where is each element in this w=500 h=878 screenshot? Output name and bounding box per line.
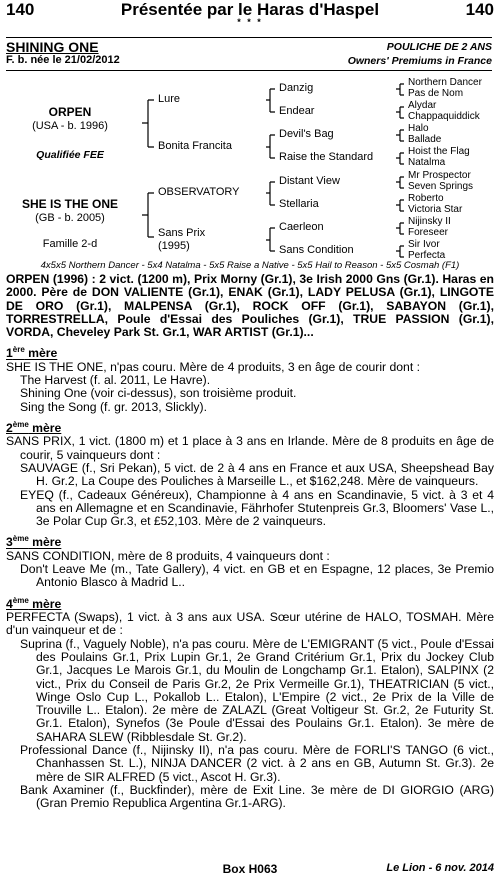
gen4-6: Ballade — [408, 134, 442, 145]
gen4-2: Pas de Nom — [408, 88, 464, 99]
gen4-9: Mr Prospector — [408, 170, 471, 181]
gen4-7: Hoist the Flag — [408, 146, 470, 157]
second-dam-produce-2: EYEQ (f., Cadeaux Généreux), Championne à 4 ans en Scandinavie, 5 vict. à 3 et 4 ans en Allemagne et en Scandinavie, Fährhofer Stutenpreis Gr.3, Bloomers' Vase L., 3e Polar Cup Gr.3, et £52,103. Mère de 2 vainqueurs. — [20, 487, 494, 529]
gen4-8: Natalma — [408, 157, 446, 168]
gen2-dam-dam-year: (1995) — [158, 240, 190, 252]
section-2nd-dam: 2ème mère — [6, 420, 62, 436]
dam-name: SHE IS THE ONE — [21, 197, 119, 211]
gen3-1: Danzig — [279, 82, 314, 94]
second-dam-produce-1: SAUVAGE (f., Sri Pekan), 5 vict. de 2 à 4 ans en France et aux USA, Sheepshead Bay H. Gr.2, La Coupe des Pouliches à Marseille L., et $162,248. Mère de vainqueurs. — [20, 460, 494, 489]
gen4-13: Nijinsky II — [408, 216, 451, 227]
page-footer — [0, 862, 500, 878]
pedigree-table — [0, 70, 500, 260]
dam-family: Famille 2-d — [42, 238, 98, 250]
gen3-3: Devil's Bag — [279, 128, 334, 140]
header-stars: * * * — [237, 17, 263, 27]
gen4-14: Foreseer — [408, 227, 449, 238]
horse-name-box — [6, 37, 492, 71]
sire-qualification: Qualifiée FEE — [36, 149, 104, 161]
inbreeding-line: 4x5x5 Northern Dancer - 5x4 Natalma - 5x5 Raise a Native - 5x5 Hail to Reason - 5x5 Cosmah (F1) — [40, 260, 460, 271]
gen4-10: Seven Springs — [408, 181, 474, 192]
dam-origin: (GB - b. 2005) — [35, 212, 105, 224]
gen4-16: Perfecta — [408, 250, 446, 261]
first-dam-produce-1: The Harvest (f. al. 2011, Le Havre). — [20, 373, 211, 388]
gen3-5: Distant View — [279, 175, 340, 187]
first-dam-paragraph: SHE IS THE ONE, n'pas couru. Mère de 4 produits, 3 en âge de courir dont : — [6, 359, 420, 374]
gen4-12: Victoria Star — [408, 204, 463, 215]
third-dam-paragraph: SANS CONDITION, mère de 8 produits, 4 vainqueurs dont : — [6, 548, 330, 563]
gen4-11: Roberto — [408, 193, 444, 204]
publication-source: Le Lion - 6 nov. 2014 — [386, 862, 494, 874]
third-dam-produce-1: Don't Leave Me (m., Tate Gallery), 4 vict. en GB et en Espagne, 12 places, 3e Premio Antonio Blasco à Madrid L.. — [20, 562, 494, 590]
gen3-8: Sans Condition — [279, 244, 354, 256]
gen2-sire-sire: Lure — [158, 93, 181, 105]
horse-sex-age: POULICHE DE 2 ANS — [386, 41, 492, 53]
sire-origin: (USA - b. 1996) — [32, 120, 108, 132]
gen2-sire-dam: Bonita Francita — [158, 140, 232, 152]
owners-premiums: Owners' Premiums in France — [347, 55, 492, 67]
fourth-dam-produce-1: Suprina (f., Vaguely Noble), n'a pas couru. Mère de L'EMIGRANT (5 vict., Poule d'Essai des Poulains Gr.1, Prix Lupin Gr.1, 2e Grand Critérium Gr.1, Prix du Jockey Club Gr.1, Jacques Le Marois Gr.1, du Moulin de Longchamp Gr.1. Etalon), SALPINX (2 vict., Prix du Conseil de Paris Gr.2, 2e Prix Vermeille Gr.1), THEATRICIAN (5 vict., Winge Oslo Cup L., Pokallob L.. Etalon), L'Empire (2 vict., 2e Prix de la Ville de Trouville L.. Etalon). 2e mère de ZALAZL (Great Voltigeur St. Gr.2, 2e Futurity St. Gr.1. Etalon), Synefos (3e Poule d'Essai des Poulains Gr.1. Etalon). 3e mère de SAHARA SLEW (Ribblesdale St. Gr.2). — [20, 636, 494, 744]
fourth-dam-produce-3: Bank Axaminer (f., Buckfinder), mère de Exit Line. 3e mère de DI GIORGIO (ARG) (Gran Premio Republica Argentina Gr.1-ARG). — [20, 782, 494, 811]
first-dam-produce-3: Sing the Song (f. gr. 2013, Slickly). — [20, 399, 207, 414]
page-body — [6, 273, 494, 811]
gen3-2: Endear — [279, 105, 315, 117]
gen4-15: Sir Ivor — [408, 239, 440, 250]
section-1st-dam: 1ère mère — [6, 345, 58, 361]
box-number: Box H063 — [222, 862, 278, 876]
horse-name: SHINING ONE — [6, 39, 99, 55]
fourth-dam-paragraph: PERFECTA (Swaps), 1 vict. à 3 ans aux USA. Sœur utérine de HALO, TOSMAH. Mère d'un vainqueur et de : — [6, 610, 494, 638]
second-dam-paragraph: SANS PRIX, 1 vict. (1800 m) et 1 place à 3 ans en Irlande. Mère de 8 produits en âge de courir, 5 vainqueurs dont : — [6, 434, 494, 462]
gen4-5: Halo — [408, 123, 429, 134]
gen2-dam-sire: OBSERVATORY — [158, 186, 240, 198]
gen3-4: Raise the Standard — [279, 151, 374, 163]
gen3-6: Stellaria — [279, 198, 319, 210]
lot-number-left: 140 — [6, 0, 35, 19]
section-4th-dam: 4ème mère — [6, 595, 62, 611]
gen4-1: Northern Dancer — [408, 77, 482, 88]
sire-paragraph: ORPEN (1996) : 2 vict. (1200 m), Prix Morny (Gr.1), 3e Irish 2000 Gns (Gr.1). Haras en 2000. Père de DON VALIENTE (Gr.1), ENAK (Gr.1), LADY PELUSA (Gr.1), LINGOTE DE ORO (Gr.1), MALPENSA (Gr.1), ROCK OFF (Gr.1), SABAYON (Gr.1), TORRESTRELLA, Poule d'Essai des Pouliches (Gr.1), TRUE PASSION (Gr.1), VORDA, Cheveley Park St. Gr.1, WAR ARTIST (Gr.1)... — [6, 272, 494, 340]
lot-number-right: 140 — [465, 0, 494, 19]
sire-name: ORPEN — [48, 105, 92, 119]
consignor-title: Présentée par le Haras d'Haspel — [120, 0, 380, 19]
fourth-dam-produce-2: Professional Dance (f., Nijinsky II), n'a pas couru. Mère de FORLI'S TANGO (6 vict., Chanhassen St. L.), NINJA DANCER (2 vict. à 2 ans en GB, Autumn St. Gr.3). 2e mère de SIR ALFRED (5 vict., Ascot H. Gr.3). — [20, 743, 494, 784]
gen2-dam-dam: Sans Prix — [158, 227, 206, 239]
gen4-3: Alydar — [408, 100, 437, 111]
horse-birth: F. b. née le 21/02/2012 — [6, 54, 120, 66]
gen3-7: Caerleon — [279, 221, 324, 233]
gen4-4: Chappaquiddick — [408, 111, 480, 122]
section-3rd-dam: 3ème mère — [6, 534, 62, 550]
first-dam-produce-2: Shining One (voir ci-dessus), son troisième produit. — [20, 386, 297, 401]
